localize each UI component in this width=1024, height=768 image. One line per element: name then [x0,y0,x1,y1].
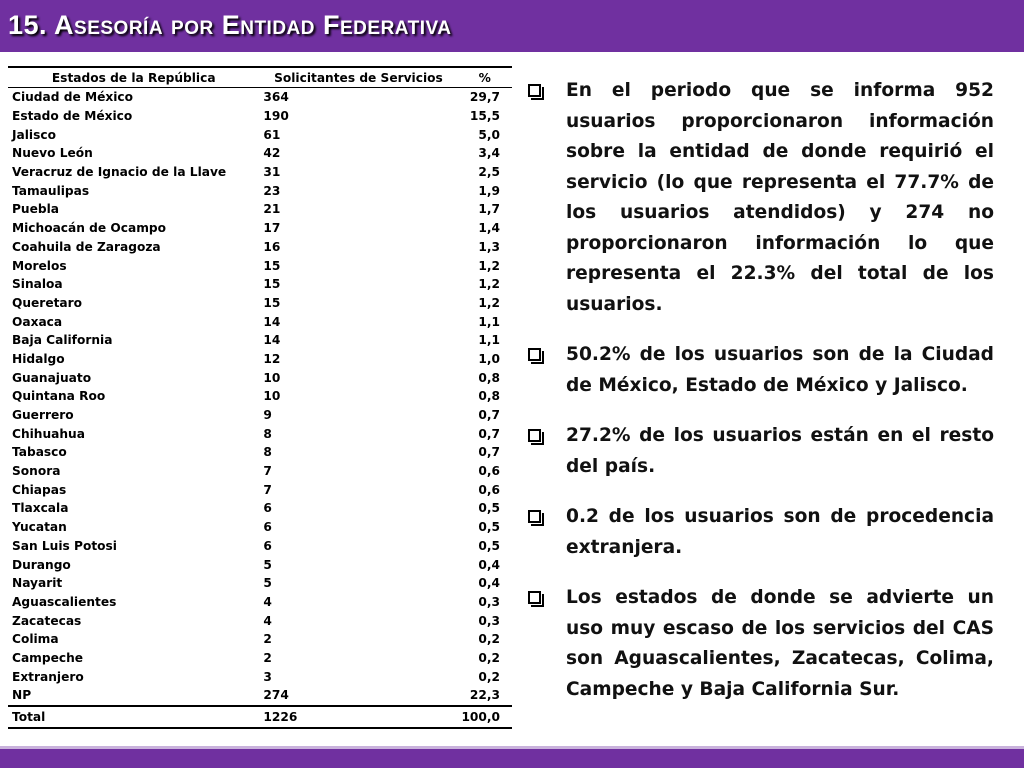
column-header-state: Estados de la República [8,67,259,88]
table-row [8,350,512,369]
table-row [8,630,512,649]
bullet-text: 27.2% de los usuarios están en el resto del país. [566,425,994,477]
table-row [8,275,512,294]
column-header-requests: Solicitantes de Servicios [259,67,457,88]
requests-cell: 15 [263,258,281,273]
table-row [8,107,512,126]
state-cell: Guanajuato [12,370,92,385]
state-cell: Yucatan [12,520,67,535]
percent-cell: 0,8 [478,389,500,404]
percent-cell: 1,2 [478,258,500,273]
percent-cell: 0,7 [478,445,500,460]
requests-cell: 190 [263,109,289,124]
bullet-item [528,421,994,482]
state-cell: Sinaloa [12,277,63,292]
requests-cell: 12 [263,351,281,366]
table-row [8,443,512,462]
state-cell: Campeche [12,650,84,665]
requests-cell: 2 [263,632,272,647]
requests-cell: 31 [263,165,281,180]
requests-cell: 14 [263,333,281,348]
state-cell: Nayarit [12,576,63,591]
requests-cell: 15 [263,295,281,310]
percent-cell: 1,2 [478,277,500,292]
requests-cell: 8 [263,426,272,441]
state-cell: Jalisco [12,127,56,142]
bullet-text: 0.2 de los usuarios son de procedencia extranjera. [566,506,994,558]
requests-cell: 10 [263,389,281,404]
total-percent-cell: 100,0 [457,706,512,728]
page-title: 15. Asesoría por Entidad Federativa [8,10,452,40]
percent-cell: 0,2 [478,650,500,665]
requests-cell: 14 [263,314,281,329]
state-cell: Guerrero [12,408,74,423]
table-body [8,88,512,728]
requests-cell: 6 [263,501,272,516]
percent-cell: 0,3 [478,594,500,609]
requests-cell: 4 [263,594,272,609]
state-cell: Hidalgo [12,351,65,366]
title-bar [0,0,1024,52]
footer-stripe [0,746,1024,749]
state-cell: Estado de México [12,109,133,124]
table-row [8,406,512,425]
percent-cell: 1,0 [478,351,500,366]
bullet-item [528,502,994,563]
table-row [8,424,512,443]
percent-cell: 0,4 [478,557,500,572]
requests-cell: 9 [263,408,272,423]
requests-cell: 16 [263,239,281,254]
state-cell: Michoacán de Ocampo [12,221,167,236]
state-cell: Queretaro [12,295,83,310]
table-row [8,480,512,499]
checkbox-bullet-icon [528,510,541,523]
table-row [8,537,512,556]
table-header-row [8,67,512,88]
percent-cell: 0,6 [478,464,500,479]
percent-cell: 0,7 [478,426,500,441]
table-row [8,200,512,219]
state-cell: Aguascalientes [12,594,117,609]
percent-cell: 0,2 [478,632,500,647]
state-cell: San Luis Potosi [12,538,117,553]
state-cell: Tlaxcala [12,501,69,516]
table-row [8,593,512,612]
table-row [8,499,512,518]
percent-cell: 22,3 [457,686,512,706]
requests-cell: 7 [263,482,272,497]
table-row [8,649,512,668]
table-row [8,462,512,481]
checkbox-bullet-icon [528,84,541,97]
requests-cell: 5 [263,576,272,591]
state-cell: Durango [12,557,71,572]
percent-cell: 0,2 [478,669,500,684]
table-total-row [8,706,512,728]
requests-cell: 6 [263,538,272,553]
states-table-container [8,66,512,729]
percent-cell: 0,6 [478,482,500,497]
state-cell: Baja California [12,333,113,348]
percent-cell: 0,4 [478,576,500,591]
total-label-cell: Total [8,706,259,728]
percent-cell: 29,7 [469,90,500,105]
table-row [8,518,512,537]
table-row [8,312,512,331]
table-row [8,238,512,257]
requests-cell: 4 [263,613,272,628]
state-cell: Sonora [12,464,61,479]
requests-cell: 5 [263,557,272,572]
table-row [8,256,512,275]
requests-cell: 23 [263,183,281,198]
state-cell: Extranjero [12,669,84,684]
state-cell: Chihuahua [12,426,85,441]
state-cell: Chiapas [12,482,67,497]
state-cell: Quintana Roo [12,389,106,404]
footer-bar [0,746,1024,768]
table-row [8,667,512,686]
table-row [8,368,512,387]
table-row [8,294,512,313]
requests-cell: 42 [263,146,281,161]
state-cell: Colima [12,632,59,647]
checkbox-bullet-icon [528,348,541,361]
percent-cell: 0,5 [478,501,500,516]
table-row [8,88,512,107]
state-cell: NP [8,686,259,706]
requests-cell: 21 [263,202,281,217]
requests-cell: 274 [259,686,457,706]
percent-cell: 3,4 [478,146,500,161]
states-table [8,66,512,729]
requests-cell: 15 [263,277,281,292]
table-row [8,125,512,144]
requests-cell: 6 [263,520,272,535]
table-row [8,574,512,593]
table-row [8,331,512,350]
checkbox-bullet-icon [528,591,541,604]
bullet-item [528,340,994,401]
state-cell: Ciudad de México [12,90,133,105]
state-cell: Zacatecas [12,613,82,628]
requests-cell: 364 [263,90,289,105]
requests-cell: 8 [263,445,272,460]
table-row [8,686,512,706]
percent-cell: 5,0 [478,127,500,142]
requests-cell: 10 [263,370,281,385]
bullet-text: En el periodo que se informa 952 usuarios proporcionaron información sobre la entidad de donde requirió el servicio (lo que representa el 77.7% de los usuarios atendidos) y 274 no proporcionaron información lo que representa el 22.3% del total de los usuarios. [566,80,994,315]
bullet-list [528,76,994,725]
checkbox-bullet-icon [528,429,541,442]
bullet-text: Los estados de donde se advierte un uso muy escaso de los servicios del CAS son Aguascalientes, Zacatecas, Colima, Campeche y Baja California Sur. [566,587,994,700]
table-row [8,181,512,200]
requests-cell: 61 [263,127,281,142]
percent-cell: 0,5 [478,538,500,553]
percent-cell: 0,5 [478,520,500,535]
percent-cell: 2,5 [478,165,500,180]
percent-cell: 1,1 [478,333,500,348]
percent-cell: 15,5 [469,109,500,124]
percent-cell: 1,7 [478,202,500,217]
state-cell: Oaxaca [12,314,63,329]
state-cell: Morelos [12,258,67,273]
percent-cell: 1,9 [478,183,500,198]
state-cell: Puebla [12,202,60,217]
requests-cell: 3 [263,669,272,684]
bullet-item [528,583,994,705]
column-header-percent: % [457,67,512,88]
table-row [8,611,512,630]
percent-cell: 0,3 [478,613,500,628]
percent-cell: 1,3 [478,239,500,254]
requests-cell: 7 [263,464,272,479]
state-cell: Nuevo León [12,146,93,161]
requests-cell: 17 [263,221,281,236]
state-cell: Coahuila de Zaragoza [12,239,161,254]
table-row [8,163,512,182]
requests-cell: 2 [263,650,272,665]
state-cell: Tamaulipas [12,183,90,198]
state-cell: Tabasco [12,445,67,460]
percent-cell: 1,2 [478,295,500,310]
total-requests-cell: 1226 [259,706,457,728]
bullet-text: 50.2% de los usuarios son de la Ciudad de México, Estado de México y Jalisco. [566,344,994,396]
state-cell: Veracruz de Ignacio de la Llave [12,165,227,180]
percent-cell: 1,1 [478,314,500,329]
table-row [8,555,512,574]
percent-cell: 1,4 [478,221,500,236]
percent-cell: 0,8 [478,370,500,385]
bullet-item [528,76,994,320]
table-row [8,387,512,406]
table-row [8,144,512,163]
percent-cell: 0,7 [478,408,500,423]
table-row [8,219,512,238]
